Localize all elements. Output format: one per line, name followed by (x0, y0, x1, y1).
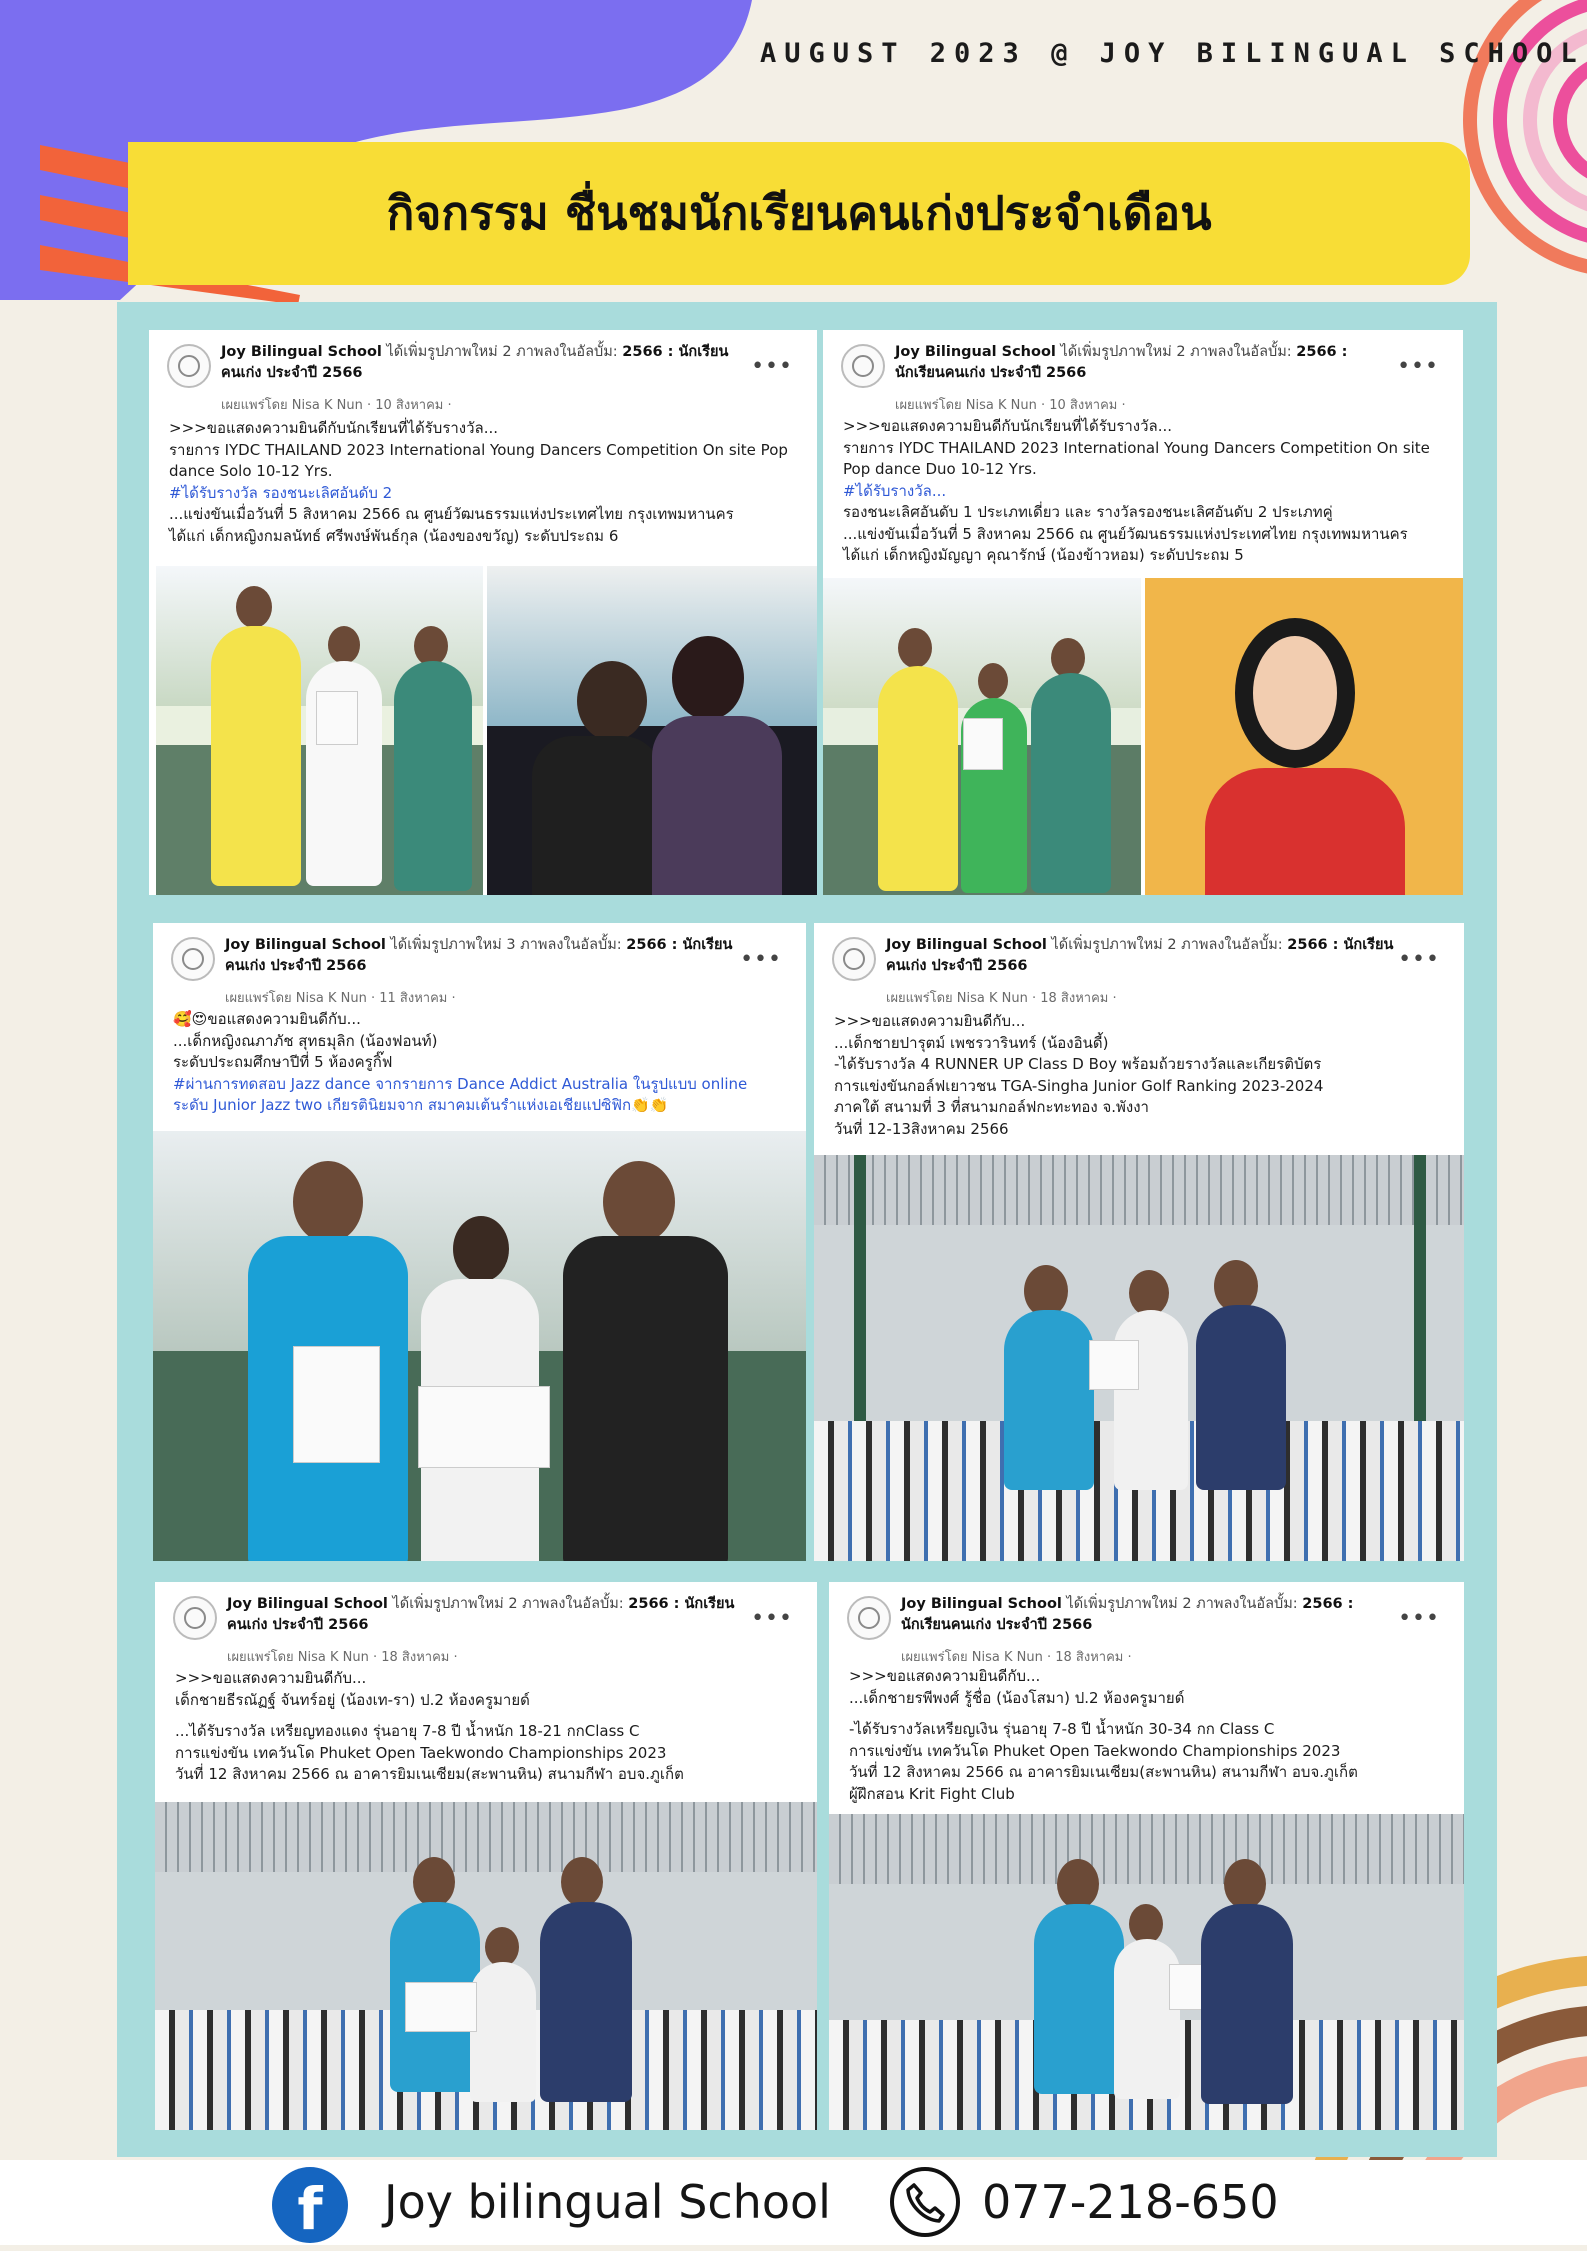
post-photo[interactable] (823, 578, 1141, 895)
post-photo[interactable] (155, 1802, 817, 2130)
post-body (849, 1666, 1444, 1805)
post-line (175, 1711, 797, 1721)
page-name-link[interactable]: Joy Bilingual School (886, 937, 1047, 953)
post-line (849, 1709, 1444, 1719)
facebook-page-name[interactable]: Joy bilingual School (384, 2175, 831, 2229)
post-action: ได้เพิ่มรูปภาพใหม่ 2 ภาพลงในอัลบั้ม: (1060, 344, 1292, 360)
album-link[interactable]: 2566 : นักเรียนคนเก่ง ประจำปี 2566 (886, 937, 1394, 974)
phone-icon (890, 2167, 960, 2237)
facebook-post (829, 1582, 1464, 2130)
album-link[interactable]: 2566 : นักเรียนคนเก่ง ประจำปี 2566 (901, 1596, 1354, 1633)
more-options-icon[interactable]: ••• (751, 1606, 793, 1631)
post-line: ได้แก่ เด็กหญิงมัญญา คุณารักษ์ (น้องข้าวหอม) ระดับประถม 5 (843, 546, 1244, 564)
post-line: ...แข่งขันเมื่อวันที่ 5 สิงหาคม 2566 ณ ศูนย์วัฒนธรรมแห่งประเทศไทย กรุงเทพมหานคร (169, 505, 734, 523)
post-line: รายการ IYDC THAILAND 2023 International Young Dancers Competition On site Pop dance Duo 10-12 Yrs. (843, 438, 1430, 478)
post-action: ได้เพิ่มรูปภาพใหม่ 2 ภาพลงในอัลบั้ม: (386, 344, 618, 360)
post-action: ได้เพิ่มรูปภาพใหม่ 2 ภาพลงในอัลบั้ม: (392, 1596, 624, 1612)
hashtag-line[interactable]: #ได้รับรางวัล... (843, 481, 947, 500)
header-date-line: AUGUST 2023 @ JOY BILINGUAL SCHOOL (760, 38, 1585, 69)
post-line: ...ได้รับรางวัล เหรียญทองแดง รุ่นอายุ 7-8 ปี น้ำหนัก 18-21 กกClass C (175, 1722, 640, 1740)
facebook-post (149, 330, 817, 895)
post-body (175, 1668, 797, 1786)
post-line: วันที่ 12 สิงหาคม 2566 ณ อาคารยิมเนเซียม(สะพานหิน) สนามกีฬา อบจ.ภูเก็ต (849, 1763, 1358, 1781)
post-photo[interactable] (156, 566, 483, 895)
post-meta: เผยแพร่โดย Nisa K Nun · 18 สิงหาคม · (901, 1650, 1132, 1665)
post-line: -ได้รับรางวัลเหรียญเงิน รุ่นอายุ 7-8 ปี น้ำหนัก 30-34 กก Class C (849, 1720, 1275, 1738)
facebook-post (153, 923, 806, 1561)
page-name-link[interactable]: Joy Bilingual School (895, 344, 1056, 360)
facebook-post (823, 330, 1463, 895)
page-name-link[interactable]: Joy Bilingual School (227, 1596, 388, 1612)
post-line: ภาคใต้ สนามที่ 3 ที่สนามกอล์ฟกะทะทอง จ.พังงา (834, 1098, 1149, 1116)
post-meta: เผยแพร่โดย Nisa K Nun · 18 สิงหาคม · (227, 1650, 458, 1665)
post-line: วันที่ 12 สิงหาคม 2566 ณ อาคารยิมเนเซียม(สะพานหิน) สนามกีฬา อบจ.ภูเก็ต (175, 1765, 684, 1783)
more-options-icon[interactable]: ••• (751, 354, 793, 379)
post-header (823, 330, 1463, 413)
facebook-icon[interactable]: f (272, 2167, 348, 2243)
title-banner (128, 142, 1470, 285)
school-logo-icon[interactable] (167, 344, 211, 388)
post-line: การแข่งขัน เทควันโด Phuket Open Taekwondo Championships 2023 (175, 1743, 667, 1762)
post-line: ...เด็กชายปารุตม์ เพชรวารินทร์ (น้องอินดี้) (834, 1033, 1109, 1052)
post-header (829, 1582, 1464, 1665)
post-line: -ได้รับรางวัล 4 RUNNER UP Class D Boy พร้อมถ้วยรางวัลและเกียรติบัตร (834, 1055, 1322, 1073)
post-line: เด็กชายธีรณัฏฐ์ จันทร์อยู่ (น้องเท-รา) ป.2 ห้องครูมายด์ (175, 1690, 530, 1709)
page-name-link[interactable]: Joy Bilingual School (225, 937, 386, 953)
post-line: ...แข่งขันเมื่อวันที่ 5 สิงหาคม 2566 ณ ศูนย์วัฒนธรรมแห่งประเทศไทย กรุงเทพมหานคร (843, 524, 1408, 543)
post-action: ได้เพิ่มรูปภาพใหม่ 3 ภาพลงในอัลบั้ม: (390, 937, 622, 953)
post-line: >>>ขอแสดงความยินดีกับนักเรียนที่ได้รับรางวัล... (843, 417, 1173, 435)
post-action: ได้เพิ่มรูปภาพใหม่ 2 ภาพลงในอัลบั้ม: (1066, 1596, 1298, 1612)
post-header (155, 1582, 817, 1665)
post-body (843, 416, 1443, 567)
post-body (173, 1009, 786, 1117)
school-logo-icon[interactable] (173, 1596, 217, 1640)
page-name-link[interactable]: Joy Bilingual School (221, 344, 382, 360)
school-logo-icon[interactable] (841, 344, 885, 388)
facebook-post (814, 923, 1464, 1561)
more-options-icon[interactable]: ••• (1398, 1606, 1440, 1631)
page-name-link[interactable]: Joy Bilingual School (901, 1596, 1062, 1612)
more-options-icon[interactable]: ••• (1398, 947, 1440, 972)
more-options-icon[interactable]: ••• (1397, 354, 1439, 379)
post-photo[interactable] (487, 566, 817, 895)
post-photo[interactable] (814, 1155, 1464, 1561)
post-line: การแข่งขัน เทควันโด Phuket Open Taekwondo Championships 2023 (849, 1741, 1341, 1760)
post-line: >>>ขอแสดงความยินดีกับ... (849, 1667, 1041, 1685)
facebook-post (155, 1582, 817, 2130)
page-title: กิจกรรม ชื่นชมนักเรียนคนเก่งประจำเดือน (386, 186, 1212, 240)
post-line: ผู้ฝึกสอน Krit Fight Club (849, 1784, 1015, 1803)
more-options-icon[interactable]: ••• (740, 947, 782, 972)
post-meta: เผยแพร่โดย Nisa K Nun · 10 สิงหาคม · (895, 398, 1126, 413)
post-photo[interactable] (829, 1814, 1464, 2130)
post-header (814, 923, 1464, 1006)
post-line: ...เด็กชายรพีพงศ์ รู้ชื่อ (น้องโสมา) ป.2 ห้องครูมายด์ (849, 1688, 1185, 1707)
school-logo-icon[interactable] (171, 937, 215, 981)
school-logo-icon[interactable] (832, 937, 876, 981)
album-link[interactable]: 2566 : นักเรียนคนเก่ง ประจำปี 2566 (895, 344, 1348, 381)
post-line: >>>ขอแสดงความยินดีกับ... (834, 1012, 1026, 1030)
post-line: ระดับประถมศึกษาปีที่ 5 ห้องครูกิ๊ฟ (173, 1053, 393, 1071)
post-body (169, 418, 797, 547)
post-header (149, 330, 817, 413)
post-meta: เผยแพร่โดย Nisa K Nun · 18 สิงหาคม · (886, 991, 1117, 1006)
post-line: >>>ขอแสดงความยินดีกับนักเรียนที่ได้รับรางวัล... (169, 419, 499, 437)
post-header (153, 923, 806, 1006)
hashtag-line[interactable]: #ผ่านการทดสอบ Jazz dance จากรายการ Dance Addict Australia ในรูปแบบ online ระดับ Junior Jazz two เกียรตินิยมจาก สมาคมเต้นรำแห่งเอเชียแปซิฟิก👏👏 (173, 1074, 748, 1114)
post-photo[interactable] (1145, 578, 1463, 895)
post-line: วันที่ 12-13สิงหาคม 2566 (834, 1119, 1009, 1138)
post-photo[interactable] (153, 1131, 806, 1561)
post-line: >>>ขอแสดงความยินดีกับ... (175, 1669, 367, 1687)
post-meta: เผยแพร่โดย Nisa K Nun · 11 สิงหาคม · (225, 991, 456, 1006)
post-action: ได้เพิ่มรูปภาพใหม่ 2 ภาพลงในอัลบั้ม: (1051, 937, 1283, 953)
phone-number[interactable]: 077-218-650 (982, 2175, 1279, 2229)
album-link[interactable]: 2566 : นักเรียนคนเก่ง ประจำปี 2566 (227, 1596, 735, 1633)
post-line: 🥰😍ขอแสดงความยินดีกับ... (173, 1010, 361, 1028)
post-line: ได้แก่ เด็กหญิงกมลนัทธ์ ศรีพงษ์พันธ์กุล (น้องของขวัญ) ระดับประถม 6 (169, 526, 619, 545)
album-link[interactable]: 2566 : นักเรียนคนเก่ง ประจำปี 2566 (221, 344, 729, 381)
post-line: การแข่งขันกอล์ฟเยาวชน TGA-Singha Junior Golf Ranking 2023-2024 (834, 1076, 1324, 1095)
school-logo-icon[interactable] (847, 1596, 891, 1640)
post-meta: เผยแพร่โดย Nisa K Nun · 10 สิงหาคม · (221, 398, 452, 413)
post-body (834, 1011, 1444, 1140)
album-link[interactable]: 2566 : นักเรียนคนเก่ง ประจำปี 2566 (225, 937, 733, 974)
post-line: รองชนะเลิศอันดับ 1 ประเภทเดี่ยว และ รางวัลรองชนะเลิศอันดับ 2 ประเภทคู่ (843, 503, 1333, 521)
post-line: ...เด็กหญิงณภาภัช สุทธมุลิก (น้องฟอนท์) (173, 1031, 438, 1050)
post-line: รายการ IYDC THAILAND 2023 International Young Dancers Competition On site Pop dance Solo 10-12 Yrs. (169, 440, 788, 480)
hashtag-line[interactable]: #ได้รับรางวัล รองชนะเลิศอันดับ 2 (169, 483, 393, 502)
